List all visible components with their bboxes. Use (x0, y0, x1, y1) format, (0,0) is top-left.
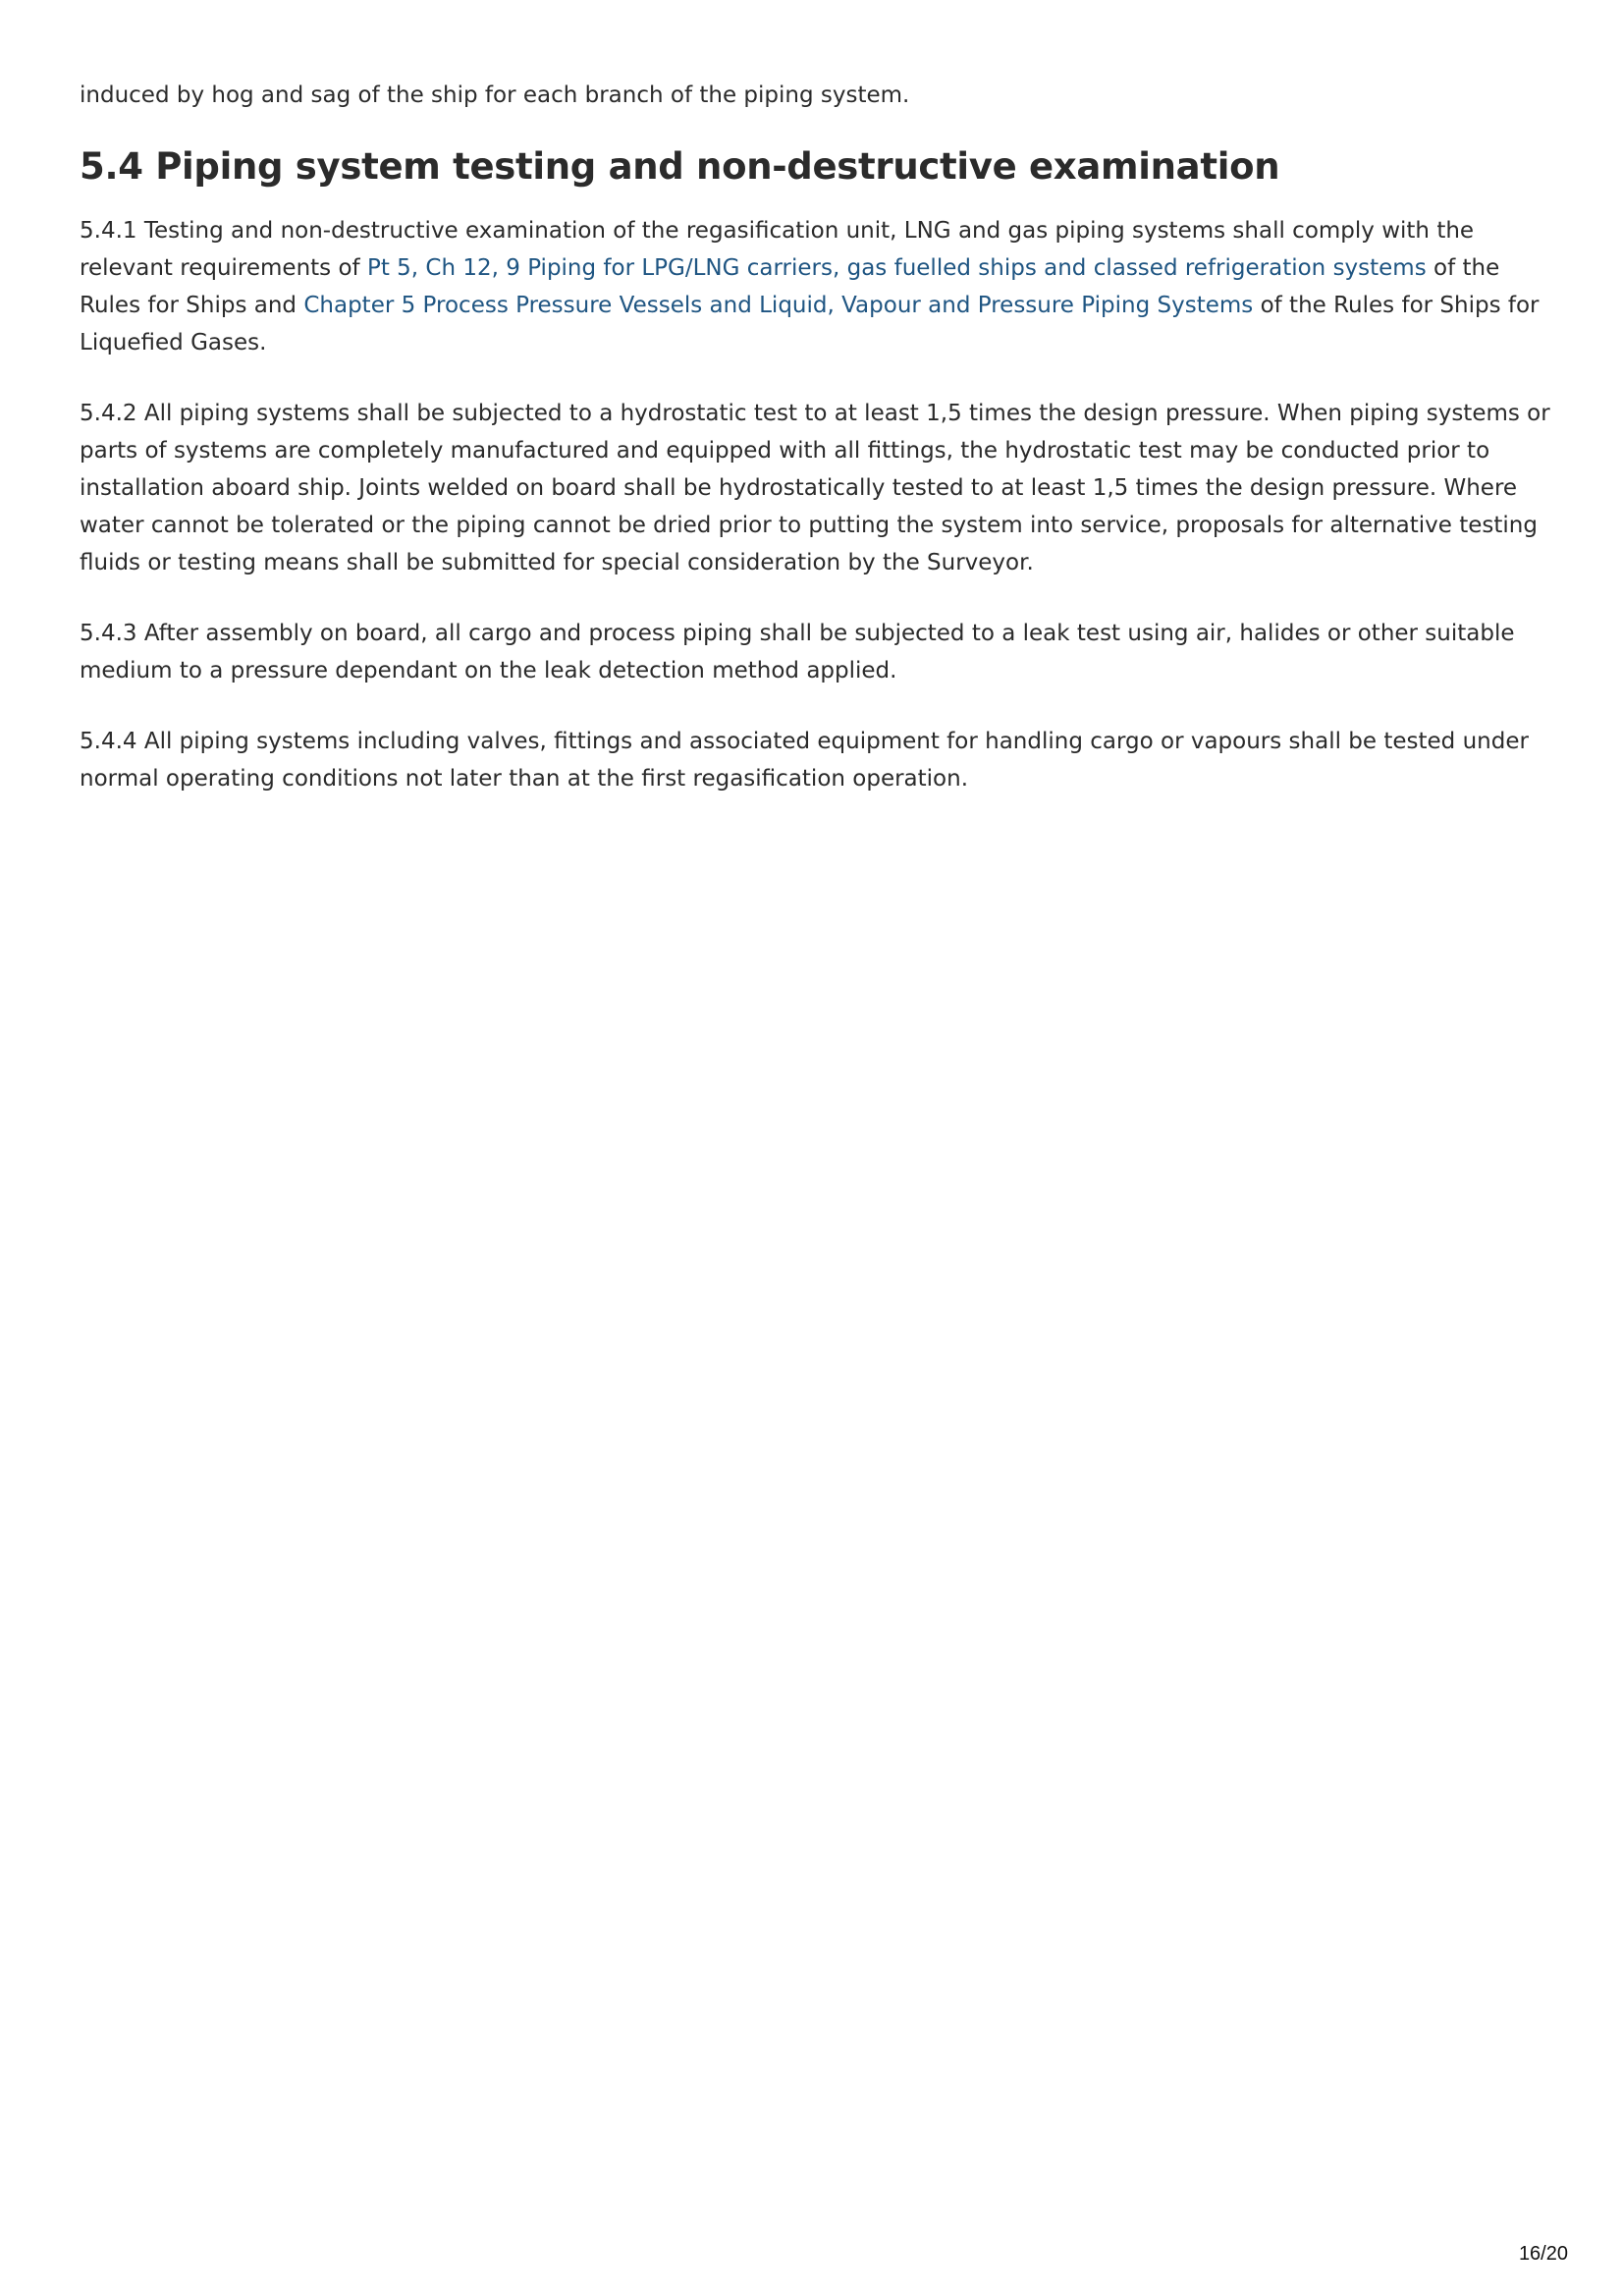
page-number: 16/20 (1518, 2243, 1568, 2265)
paragraph-5-4-1-text-c: of the Rules for Ships for Liquefied Gases. (80, 293, 1540, 355)
paragraph-5-4-1-text-a: 5.4.1 Testing and non-destructive examination of the regasification unit, LNG and gas piping systems shall comply with the relevant requirements of (80, 218, 1475, 281)
paragraph-5-4-4: 5.4.4 All piping systems including valves, fittings and associated equipment for handling cargo or vapours shall be tested under normal operating conditions not later than at the first regasification operation. (80, 729, 1529, 792)
paragraph-5-4-2: 5.4.2 All piping systems shall be subjected to a hydrostatic test to at least 1,5 times the design pressure. When piping systems or parts of systems are completely manufactured and equipped with all fittings, the hydrostatic test may be conducted prior to installation aboard ship. Joints welded on board shall be hydrostatically tested to at least 1,5 times the design pressure. Where water cannot be tolerated or the piping cannot be dried prior to putting the system into service, proposals for alternative testing fluids or testing means shall be submitted for special consideration by the Surveyor. (80, 401, 1550, 575)
document-body (80, 77, 1557, 831)
paragraph-5-4-1-text-b: of the Rules for Ships and (80, 255, 1500, 318)
link-chapter5-process-pressure-vessels[interactable]: Chapter 5 Process Pressure Vessels and Liquid, Vapour and Pressure Piping Systems (303, 293, 1254, 318)
section-heading: 5.4 Piping system testing and non-destructive examination (80, 145, 1280, 188)
paragraph-5-4-1 (80, 212, 1557, 361)
intro-paragraph: induced by hog and sag of the ship for each branch of the piping system. (80, 82, 910, 108)
paragraph-5-4-3: 5.4.3 After assembly on board, all cargo and process piping shall be subjected to a leak test using air, halides or other suitable medium to a pressure dependant on the leak detection method applied. (80, 621, 1515, 683)
link-pt5-ch12-piping[interactable]: Pt 5, Ch 12, 9 Piping for LPG/LNG carriers, gas fuelled ships and classed refrigeration systems (366, 255, 1427, 281)
